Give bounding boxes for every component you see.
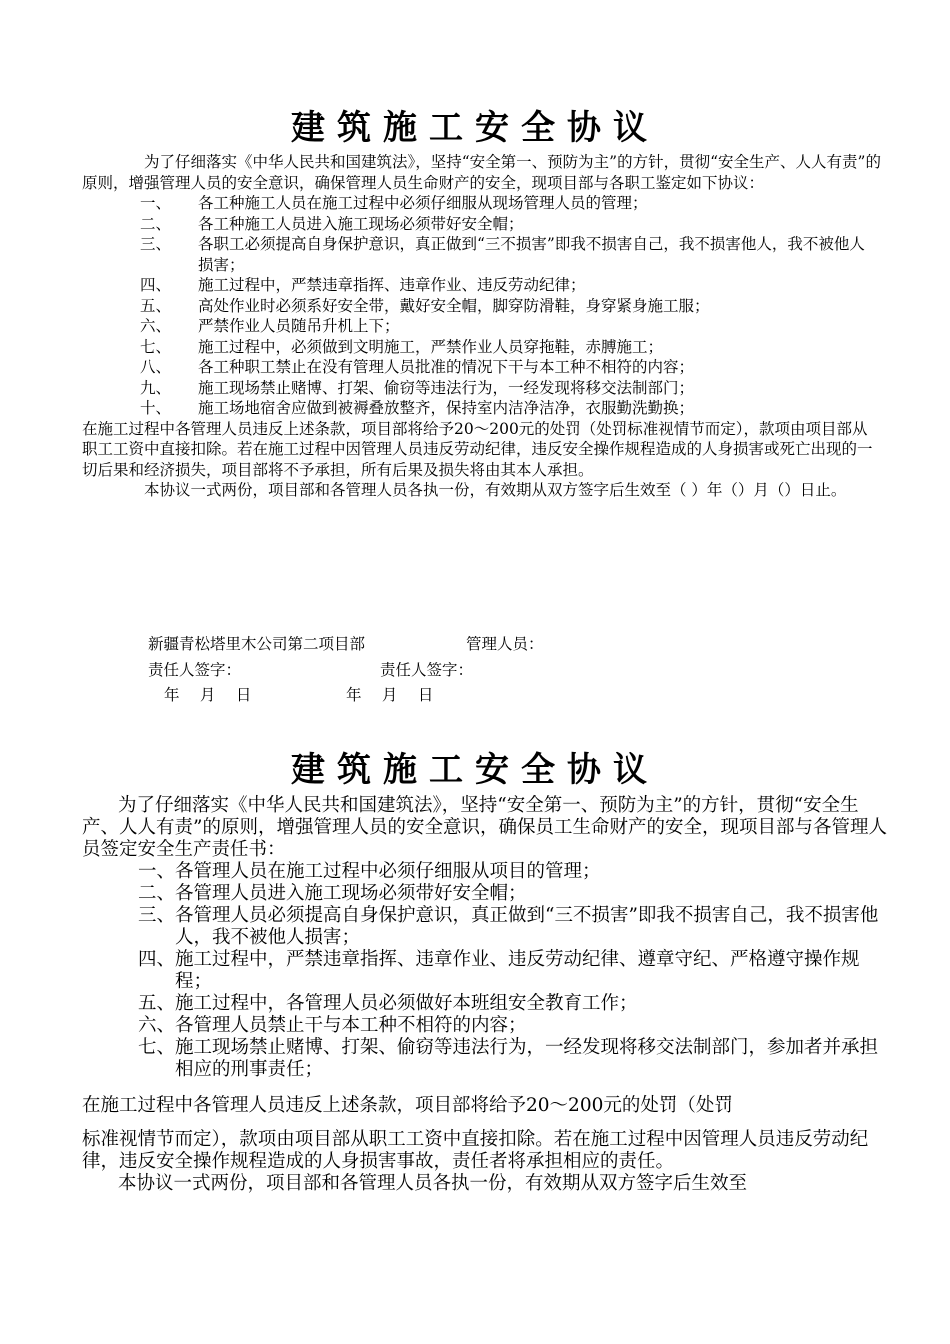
doc1-item <box>82 193 882 214</box>
doc2-item-num: 五、 <box>138 993 176 1014</box>
doc1-item-text: 施工过程中，严禁违章指挥、违章作业、违反劳动纪律； <box>198 276 586 294</box>
doc2-item-num: 七、 <box>138 1037 176 1058</box>
doc2-item <box>82 861 887 883</box>
doc1-item-num: 二、 <box>140 214 172 233</box>
doc2-item-text: 施工过程中，各管理人员必须做好本班组安全教育工作； <box>175 993 638 1014</box>
doc2-validity: 本协议一式两份，项目部和各管理人员各执一份，有效期从双方签字后生效至 <box>118 1173 748 1194</box>
doc1-item <box>82 357 882 378</box>
doc1-item-text: 施工现场禁止赌博、打架、偷窃等违法行为，一经发现将移交法制部门； <box>198 378 695 397</box>
doc1-title: 建筑施工安全协议 <box>291 108 659 148</box>
doc2-item-num: 二、 <box>138 883 176 904</box>
doc1-item <box>82 378 882 399</box>
doc1-item <box>82 398 882 419</box>
doc2-item-text: 各管理人员必须提高自身保护意识，真正做到“三不损害”即我不损害自己，我不损害他人，我不被他人损害； <box>175 905 879 948</box>
doc1-signature-row-2 <box>148 660 788 681</box>
doc2-item-text: 各管理人员进入施工现场必须带好安全帽； <box>175 883 527 904</box>
doc1-item-text: 各工种职工禁止在没有管理人员批准的情况下干与本工种不相符的内容； <box>198 358 695 376</box>
doc2-item-num: 四、 <box>138 949 176 970</box>
doc1-signature-row-3 <box>148 685 788 706</box>
doc1-manager-label: 管理人员： <box>466 635 544 653</box>
doc2-item-text: 施工过程中，严禁违章指挥、违章作业、违反劳动纪律、遵章守纪、严格遵守操作规程； <box>175 949 860 992</box>
doc1-item-text: 严禁作业人员随吊升机上下； <box>198 317 400 335</box>
doc2-item-num: 六、 <box>138 1015 176 1036</box>
doc1-item <box>82 234 882 275</box>
doc1-sign-left: 责任人签字： <box>148 660 242 679</box>
doc1-item-text: 各工种施工人员在施工过程中必须仔细服从现场管理人员的管理； <box>198 194 648 212</box>
doc1-item <box>82 316 882 337</box>
doc1-item-list <box>82 193 882 419</box>
doc1-signature-block <box>148 634 788 706</box>
doc1-item-text: 各工种施工人员进入施工现场必须带好安全帽； <box>198 214 524 233</box>
doc2-item-text: 各管理人员禁止干与本工种不相符的内容； <box>175 1015 527 1036</box>
doc2-item-list <box>82 861 887 1081</box>
doc1-validity: 本协议一式两份，项目部和各管理人员各执一份，有效期从双方签字后生效至（ ）年（）月（）日止。 <box>144 481 847 499</box>
doc1-body <box>82 152 882 501</box>
doc2-title: 建筑施工安全协议 <box>291 750 659 790</box>
doc1-item <box>82 296 882 317</box>
doc1-item-text: 各职工必须提高自身保护意识，真正做到“三不损害”即我不损害自己，我不损害他人，我不被他人损害； <box>198 235 865 274</box>
doc2-penalty-rest: 标准视情节而定），款项由项目部从职工工资中直接扣除。若在施工过程中因管理人员违反劳动纪律，违反安全操作规程造成的人身损害事故，责任者将承担相应的责任。 <box>82 1129 869 1172</box>
doc2-item-text: 各管理人员在施工过程中必须仔细服从项目的管理； <box>175 861 601 882</box>
doc2-item <box>82 949 887 993</box>
doc1-item <box>82 337 882 358</box>
doc1-company: 新疆青松塔里木公司第二项目部 <box>148 635 366 653</box>
doc2-item <box>82 1015 887 1037</box>
doc2-item-num: 一、 <box>138 861 176 882</box>
doc1-signature-row-1 <box>148 634 788 655</box>
doc2-penalty-line-1: 在施工过程中各管理人员违反上述条款，项目部将给予20～200元的处罚（处罚 <box>82 1095 733 1116</box>
doc2-item <box>82 1037 887 1081</box>
doc1-item-num: 十、 <box>140 399 172 417</box>
doc1-intro: 为了仔细落实《中华人民共和国建筑法》，坚持“安全第一、预防为主”的方针，贯彻“安全生产、人人有责”的原则，增强管理人员的安全意识，确保管理人员生命财产的安全，现项目部与各职工鉴定如下协议： <box>82 153 881 192</box>
doc1-item-num: 八、 <box>140 358 172 376</box>
doc1-penalty: 在施工过程中各管理人员违反上述条款，项目部将给予20～200元的处罚（处罚标准视情节而定），款项由项目部从职工工资中直接扣除。若在施工过程中因管理人员违反劳动纪律，违反安全操作规程造成的人身损害或死亡出现的一切后果和经济损失，项目部将不予承担，所有后果及损失将由其本人承担。 <box>82 419 873 479</box>
doc2-intro: 为了仔细落实《中华人民共和国建筑法》，坚持“安全第一、预防为主”的方针，贯彻“安全生产、人人有责”的原则，增强管理人员的安全意识，确保员工生命财产的安全，现项目部与各管理人员签定安全生产责任书： <box>82 795 887 860</box>
doc2-body <box>82 795 887 1195</box>
doc2-item <box>82 883 887 905</box>
doc1-item-num: 四、 <box>140 276 172 294</box>
doc1-item <box>82 214 882 235</box>
doc1-item-num: 五、 <box>140 296 172 315</box>
doc2-item-num: 三、 <box>138 905 176 926</box>
doc1-date-right: 年 月 日 <box>346 686 434 704</box>
doc1-item-num: 七、 <box>140 337 172 356</box>
doc1-item <box>82 275 882 296</box>
doc1-item-text: 高处作业时必须系好安全带，戴好安全帽，脚穿防滑鞋，身穿紧身施工服； <box>198 296 710 315</box>
doc2-item-text: 施工现场禁止赌博、打架、偷窃等违法行为，一经发现将移交法制部门，参加者并承担相应的刑事责任； <box>175 1037 879 1080</box>
doc1-item-num: 六、 <box>140 317 172 335</box>
doc1-item-num: 九、 <box>140 378 172 397</box>
doc2-item <box>82 905 887 949</box>
doc2-item <box>82 993 887 1015</box>
doc1-item-num: 三、 <box>140 235 172 253</box>
doc1-item-text: 施工过程中，必须做到文明施工，严禁作业人员穿拖鞋，赤膊施工； <box>198 337 664 356</box>
doc1-item-num: 一、 <box>140 194 172 212</box>
doc1-date-left: 年 月 日 <box>164 686 252 704</box>
doc1-sign-right: 责任人签字： <box>380 660 474 679</box>
doc1-item-text: 施工场地宿舍应做到被褥叠放整齐，保持室内洁净洁净，衣服勤洗勤换； <box>198 399 695 417</box>
